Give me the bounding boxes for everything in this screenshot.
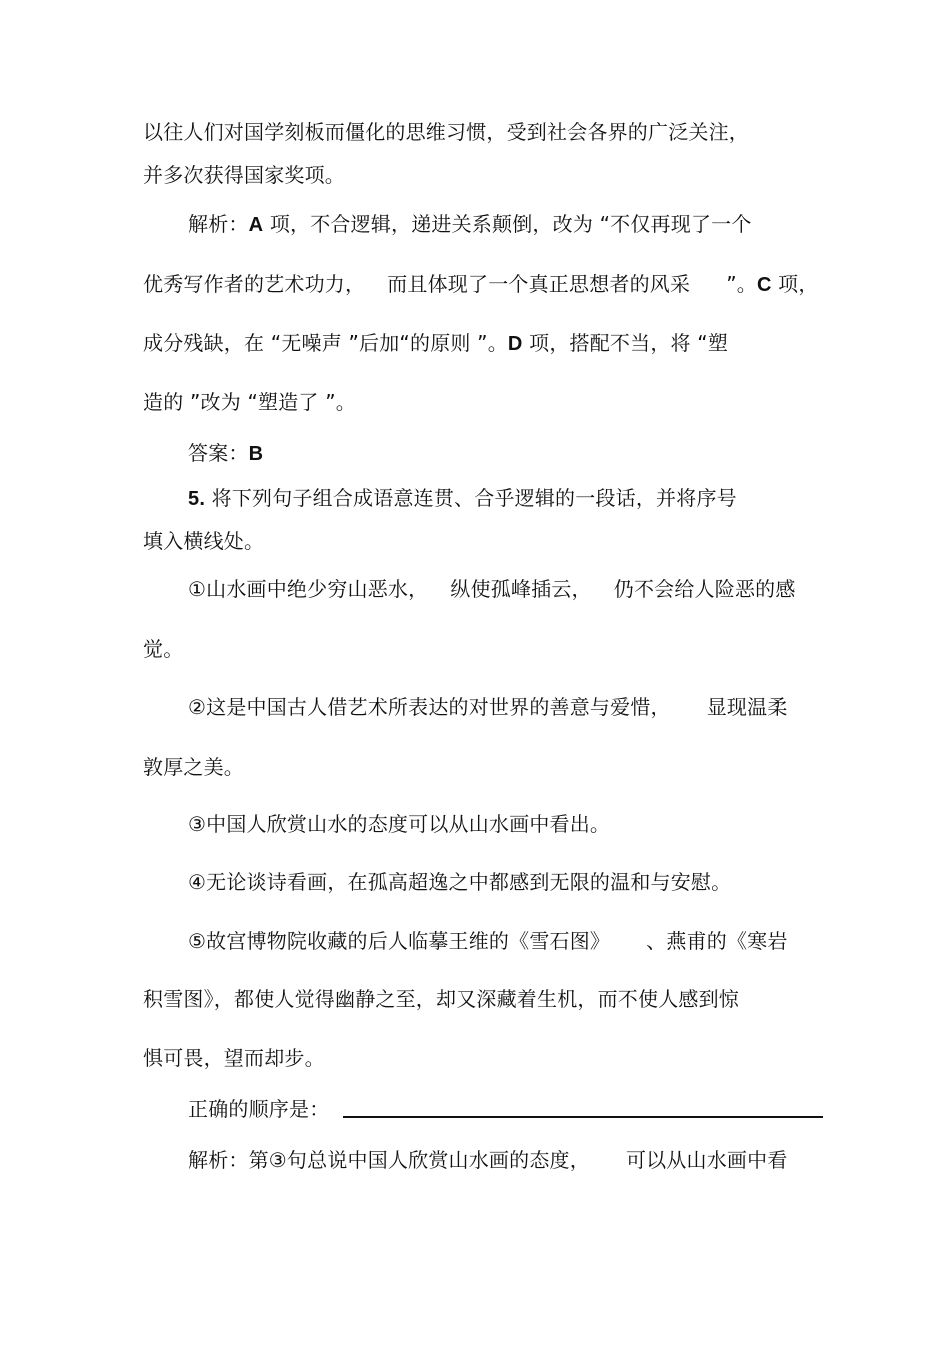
sentence-text: ⑤故宫博物院收藏的后人临摹王维的《雪石图》 — [188, 929, 611, 953]
analysis-text: 项， — [771, 272, 819, 296]
answer-line — [188, 441, 263, 466]
sentence-text: ①山水画中绝少穷山恶水， — [188, 577, 429, 601]
sentence-text: ②这是中国古人借艺术所表达的对世界的善意与爱惜， — [188, 695, 671, 719]
analysis-text: 解析：第③句总说中国人欣赏山水画的态度， — [188, 1148, 590, 1172]
analysis-line — [188, 1148, 788, 1172]
sentence-line: 觉。 — [143, 637, 184, 661]
text-line: 并多次获得国家奖项。 — [143, 163, 345, 187]
analysis-text: ”。 — [726, 272, 757, 296]
analysis-label: 解析： — [188, 212, 249, 236]
answer-blank — [343, 1116, 823, 1118]
answer-label: 答案： — [188, 441, 249, 465]
analysis-text: 优秀写作者的艺术功力， — [143, 272, 366, 296]
sentence-text: 仍不会给人险恶的感 — [613, 577, 796, 601]
analysis-text: 而且体现了一个真正思想者的风采 — [387, 272, 691, 296]
sentence-text: 、燕甫的《寒岩 — [646, 929, 788, 953]
sentence-line: 积雪图》，都使人觉得幽静之至，却又深藏着生机，而不使人感到惊 — [143, 987, 739, 1011]
analysis-text: 项，不合逻辑，递进关系颠倒，改为 “不仅再现了一个 — [263, 212, 752, 236]
option-label: A — [248, 214, 264, 236]
sentence-text: 显现温柔 — [706, 695, 788, 719]
analysis-line — [188, 212, 752, 237]
sentence-line: 敦厚之美。 — [143, 755, 244, 779]
order-prompt: 正确的顺序是： — [188, 1097, 330, 1121]
analysis-text: 成分残缺，在 “无噪声 ”后加“的原则 ”。 — [143, 331, 508, 355]
sentence-line: ④无论谈诗看画，在孤高超逸之中都感到无限的温和与安慰。 — [188, 870, 732, 894]
question-text: 将下列句子组合成语意连贯、合乎逻辑的一段话，并将序号 — [205, 486, 737, 510]
sentence-line — [188, 695, 788, 719]
answer-value: B — [248, 443, 264, 465]
analysis-text: 项，搭配不当，将 “塑 — [522, 331, 729, 355]
analysis-text: 可以从山水画中看 — [625, 1148, 788, 1172]
analysis-line: 造的 ”改为 “塑造了 ”。 — [143, 390, 356, 414]
analysis-line — [143, 331, 728, 356]
option-label: D — [507, 333, 523, 355]
sentence-line: ③中国人欣赏山水的态度可以从山水画中看出。 — [188, 812, 611, 836]
sentence-line: 惧可畏，望而却步。 — [143, 1046, 325, 1070]
sentence-line — [188, 577, 796, 601]
question-number: 5. — [188, 488, 206, 510]
text-line: 以往人们对国学刻板而僵化的思维习惯，受到社会各界的广泛关注， — [143, 120, 749, 144]
option-label: C — [756, 274, 772, 296]
question-line: 填入横线处。 — [143, 529, 265, 553]
analysis-line — [143, 272, 819, 297]
question-line — [188, 486, 737, 511]
sentence-line — [188, 929, 788, 953]
sentence-text: 纵使孤峰插云， — [450, 577, 592, 601]
